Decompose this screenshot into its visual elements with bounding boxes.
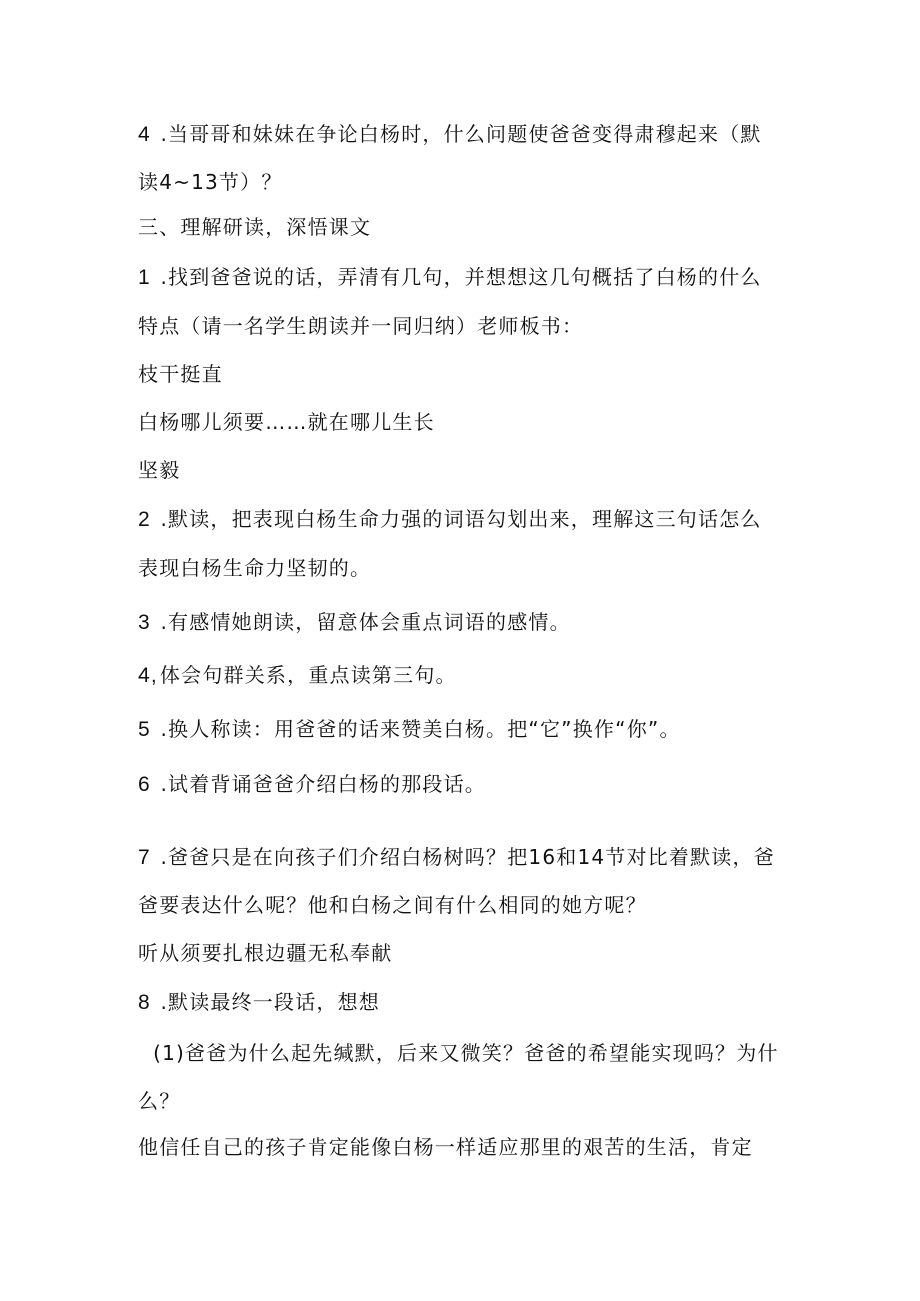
line-text: 特点（请一名学生朗读并一同归纳）老师板书： bbox=[138, 314, 584, 338]
item-number: 1 bbox=[138, 266, 151, 289]
item-number: 7 bbox=[138, 846, 151, 869]
paragraph-line bbox=[138, 507, 798, 532]
line-text: .当哥哥和妹妹在争论白杨时，什么问题使爸爸变得肃穆起来（默 bbox=[152, 122, 762, 146]
board-note bbox=[138, 410, 798, 434]
paragraph-line bbox=[138, 122, 798, 147]
line-text: .默读最终一段话，想想 bbox=[152, 990, 381, 1014]
line-text: .换人称读：用爸爸的话来赞美白杨。把“它”换作“你”。 bbox=[152, 717, 681, 741]
line-text: .找到爸爸说的话，弄清有几句，并想想这几句概括了白杨的什么 bbox=[152, 265, 762, 289]
line-text: .爸爸只是在向孩子们介绍白杨树吗？把16和14节对比着默读，爸 bbox=[152, 845, 775, 869]
paragraph-line bbox=[138, 893, 798, 917]
paragraph-line bbox=[138, 717, 798, 742]
line-text: 爸要表达什么呢？他和白杨之间有什么相同的她方呢？ bbox=[138, 893, 647, 917]
paragraph-line bbox=[138, 772, 798, 797]
line-text: 坚毅 bbox=[138, 458, 181, 482]
item-number: 4 bbox=[138, 123, 151, 146]
line-text: 么？ bbox=[138, 1089, 181, 1113]
line-text: (1)爸爸为什么起先缄默，后来又微笑？爸爸的希望能实现吗？为什 bbox=[138, 1041, 779, 1065]
paragraph-line bbox=[138, 990, 798, 1015]
paragraph-line bbox=[138, 1135, 798, 1159]
board-note bbox=[138, 458, 798, 482]
paragraph-line bbox=[138, 845, 798, 870]
line-text: .默读，把表现白杨生命力强的词语勾划出来，理解这三句话怎么 bbox=[152, 507, 762, 531]
section-heading bbox=[138, 215, 798, 239]
line-text: 白杨哪儿须要……就在哪儿生长 bbox=[138, 410, 435, 434]
paragraph-line bbox=[138, 1089, 798, 1113]
line-text: .试着背诵爸爸介绍白杨的那段话。 bbox=[152, 772, 487, 796]
paragraph-line bbox=[138, 556, 798, 580]
line-text: 听从须要扎根边疆无私奉献 bbox=[138, 941, 393, 965]
line-text: 体会句群关系，重点读第三句。 bbox=[159, 663, 457, 687]
line-text: 枝干挺直 bbox=[138, 362, 223, 386]
item-number: 2 bbox=[138, 508, 151, 531]
line-text: 表现白杨生命力坚韧的。 bbox=[138, 556, 372, 580]
item-number: 3 bbox=[138, 611, 151, 634]
paragraph-line bbox=[138, 1041, 798, 1065]
line-text: 他信任自己的孩子肯定能像白杨一样适应那里的艰苦的生活，肯定 bbox=[138, 1135, 753, 1159]
paragraph-line bbox=[138, 941, 798, 965]
paragraph-line bbox=[138, 314, 798, 338]
item-number: 8 bbox=[138, 991, 151, 1014]
board-note bbox=[138, 362, 798, 386]
item-number: 5 bbox=[138, 718, 151, 741]
paragraph-line bbox=[138, 170, 798, 194]
item-number: 6 bbox=[138, 773, 151, 796]
paragraph-line bbox=[138, 663, 798, 688]
paragraph-line bbox=[138, 265, 798, 290]
line-text: .有感情她朗读，留意体会重点词语的感情。 bbox=[152, 610, 571, 634]
line-text: 读4~13节）？ bbox=[138, 170, 283, 194]
item-number: 4, bbox=[138, 664, 158, 687]
paragraph-line bbox=[138, 610, 798, 635]
line-text: 三、理解研读，深悟课文 bbox=[138, 215, 372, 239]
